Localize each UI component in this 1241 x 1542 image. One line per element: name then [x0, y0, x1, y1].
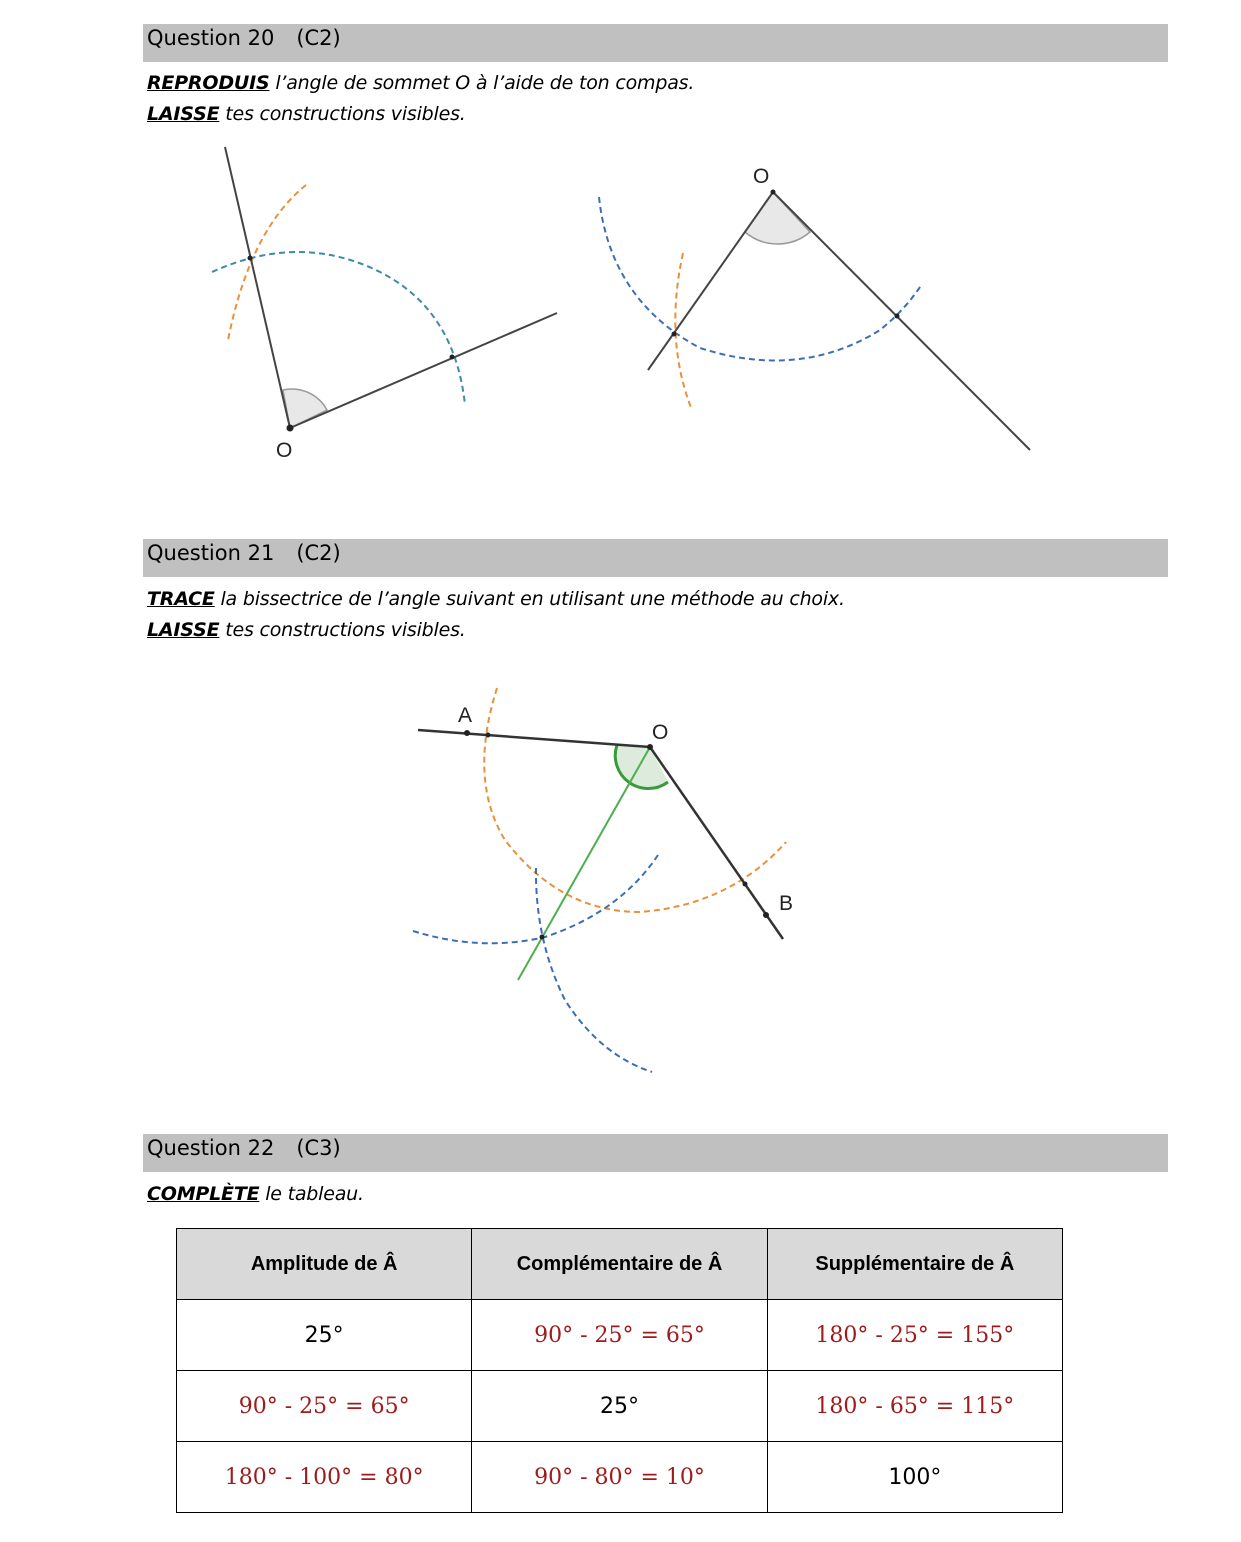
instruction-keyword: TRACE — [147, 588, 215, 610]
table-cell: 25° — [472, 1371, 767, 1442]
intersection-point — [743, 882, 748, 887]
point-b — [763, 912, 769, 918]
label-o: O — [652, 721, 669, 744]
question-number: Question 22 — [147, 1136, 275, 1160]
answer-cell: 180° - 100° = 80° — [177, 1442, 472, 1513]
table-cell: 100° — [767, 1442, 1062, 1513]
answer-cell: 180° - 25° = 155° — [767, 1300, 1062, 1371]
answer-cell: 90° - 25° = 65° — [177, 1371, 472, 1442]
answer-cell: 90° - 80° = 10° — [472, 1442, 767, 1513]
table-row — [177, 1371, 1063, 1442]
question-22-instruction — [147, 1179, 364, 1210]
label-a: A — [458, 704, 473, 727]
header-complementaire: Complémentaire de Â — [472, 1229, 767, 1300]
header-supplementaire: Supplémentaire de Â — [767, 1229, 1062, 1300]
point-o — [647, 744, 653, 750]
table-cell: 25° — [177, 1300, 472, 1371]
question-number: Question 21 — [147, 541, 275, 565]
vertex-label: O — [753, 165, 770, 188]
intersection-point — [540, 935, 545, 940]
instruction-text: tes constructions visibles. — [219, 619, 466, 641]
instruction-text: l’angle de sommet O à l’aide de ton compas. — [269, 72, 695, 94]
question-22-header — [143, 1134, 1168, 1172]
label-b: B — [779, 892, 794, 915]
instruction-text: tes constructions visibles. — [219, 103, 466, 125]
table-row — [177, 1442, 1063, 1513]
answer-cell: 90° - 25° = 65° — [472, 1300, 767, 1371]
bisector-line — [518, 747, 650, 980]
header-amplitude: Amplitude de Â — [177, 1229, 472, 1300]
instruction-text: la bissectrice de l’angle suivant en utilisant une méthode au choix. — [214, 588, 845, 610]
instruction-keyword: LAISSE — [147, 619, 220, 641]
ray-ob — [650, 747, 783, 939]
answer-cell: 180° - 65° = 115° — [767, 1371, 1062, 1442]
question-number: Question 20 — [147, 26, 275, 50]
table-row — [177, 1300, 1063, 1371]
ray-oa — [418, 730, 650, 747]
competence-code: (C2) — [296, 541, 341, 565]
instruction-text: le tableau. — [259, 1183, 364, 1205]
competence-code: (C3) — [296, 1136, 341, 1160]
angle-fill — [615, 745, 668, 789]
table-header-row — [177, 1229, 1063, 1300]
blue-compass-arc — [536, 868, 652, 1072]
competence-code: (C2) — [296, 26, 341, 50]
angles-table — [176, 1228, 1063, 1513]
instruction-keyword: COMPLÈTE — [147, 1183, 260, 1205]
point-a — [464, 730, 470, 736]
instruction-keyword: REPRODUIS — [147, 72, 270, 94]
intersection-point — [486, 733, 491, 738]
instruction-keyword: LAISSE — [147, 103, 220, 125]
vertex-label: O — [276, 439, 293, 462]
